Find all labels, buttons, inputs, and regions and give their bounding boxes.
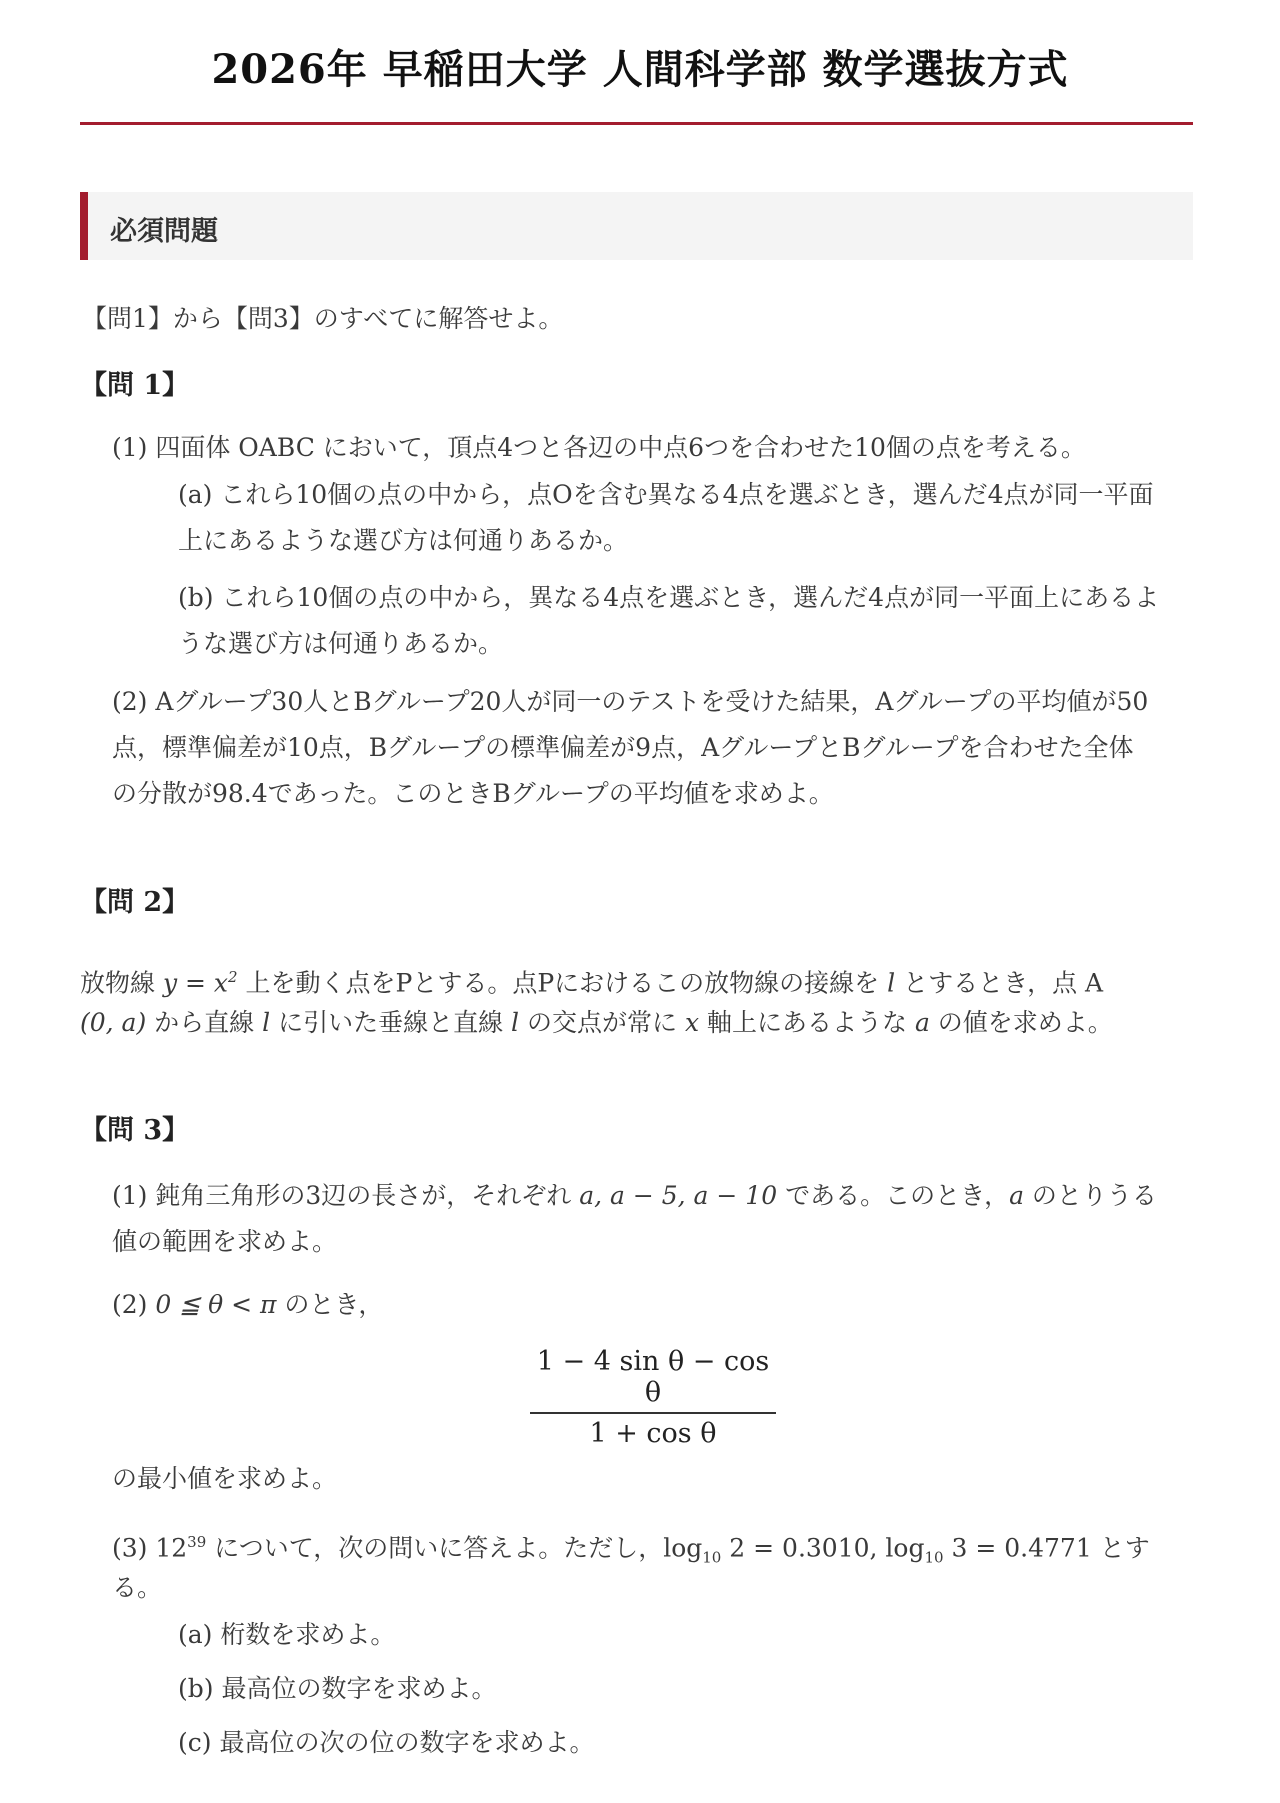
q2-heading: 【問 2】 [80,887,190,918]
q3-part2-line2: の最小値を求めよ。 [112,1464,338,1493]
fraction-expression [530,1346,776,1449]
q1-part2-line2: 点，標準偏差が10点，Bグループの標準偏差が9点，AグループとBグループを合わせた全体 [112,733,1134,762]
q1-part1a-line1: (a) これら10個の点の中から，点Oを含む異なる4点を選ぶとき，選んだ4点が同一平面 [178,480,1154,509]
q3-part3c: (c) 最高位の次の位の数字を求めよ。 [178,1728,595,1757]
q3-part1-line1: (1) 鈍角三角形の3辺の長さが，それぞれ a, a − 5, a − 10 である。このとき，a のとりうる [112,1181,1157,1210]
q3-part3a: (a) 桁数を求めよ。 [178,1620,396,1649]
q3-part2-line1: (2) 0 ≦ θ < π のとき， [112,1290,384,1319]
section-label: 必須問題 [110,216,218,247]
fraction-numerator: 1 − 4 sin θ − cos θ [536,1346,770,1408]
q3-part3-line1: (3) $12^{39}$ について，次の問いに答えよ。ただし，$\log_{10} 2 = 0.3010$, $\log_{10} 3 = 0.4771$ とす [112,1533,1150,1567]
instruction-text: 【問1】から【問3】のすべてに解答せよ。 [82,304,564,333]
section-banner [80,192,1193,260]
q1-part1-text: (1) 四面体 OABC において，頂点4つと各辺の中点6つを合わせた10個の点を考える。 [112,433,1086,462]
q3-part3b: (b) 最高位の数字を求めよ。 [178,1674,497,1703]
q1-part1b-line2: うな選び方は何通りあるか。 [178,629,504,658]
q1-heading: 【問 1】 [80,370,190,401]
title-divider [80,122,1193,125]
fraction-denominator: 1 + cos θ [589,1418,717,1449]
q2-line1: 放物線 $y = x^2$ 上を動く点をPとする。点Pにおけるこの放物線の接線を l とするとき，点 A [80,968,1104,998]
q1-part2-line1: (2) Aグループ30人とBグループ20人が同一のテストを受けた結果，Aグループの平均値が50 [112,687,1149,716]
q3-heading: 【問 3】 [80,1115,190,1146]
page-title: 2026年 早稲田大学 人間科学部 数学選抜方式 [211,46,1069,93]
q2-line2: (0, a) から直線 l に引いた垂線と直線 l の交点が常に x 軸上にあるような a の値を求めよ。 [80,1008,1113,1037]
q1-part2-line3: の分散が98.4であった。このときBグループの平均値を求めよ。 [112,779,834,808]
q3-part3-line2: る。 [112,1573,163,1602]
q1-part1a-line2: 上にあるような選び方は何通りあるか。 [178,526,629,555]
q1-part1b-line1: (b) これら10個の点の中から，異なる4点を選ぶとき，選んだ4点が同一平面上にあるよ [178,583,1160,612]
q3-part1-line2: 値の範囲を求めよ。 [112,1227,338,1256]
